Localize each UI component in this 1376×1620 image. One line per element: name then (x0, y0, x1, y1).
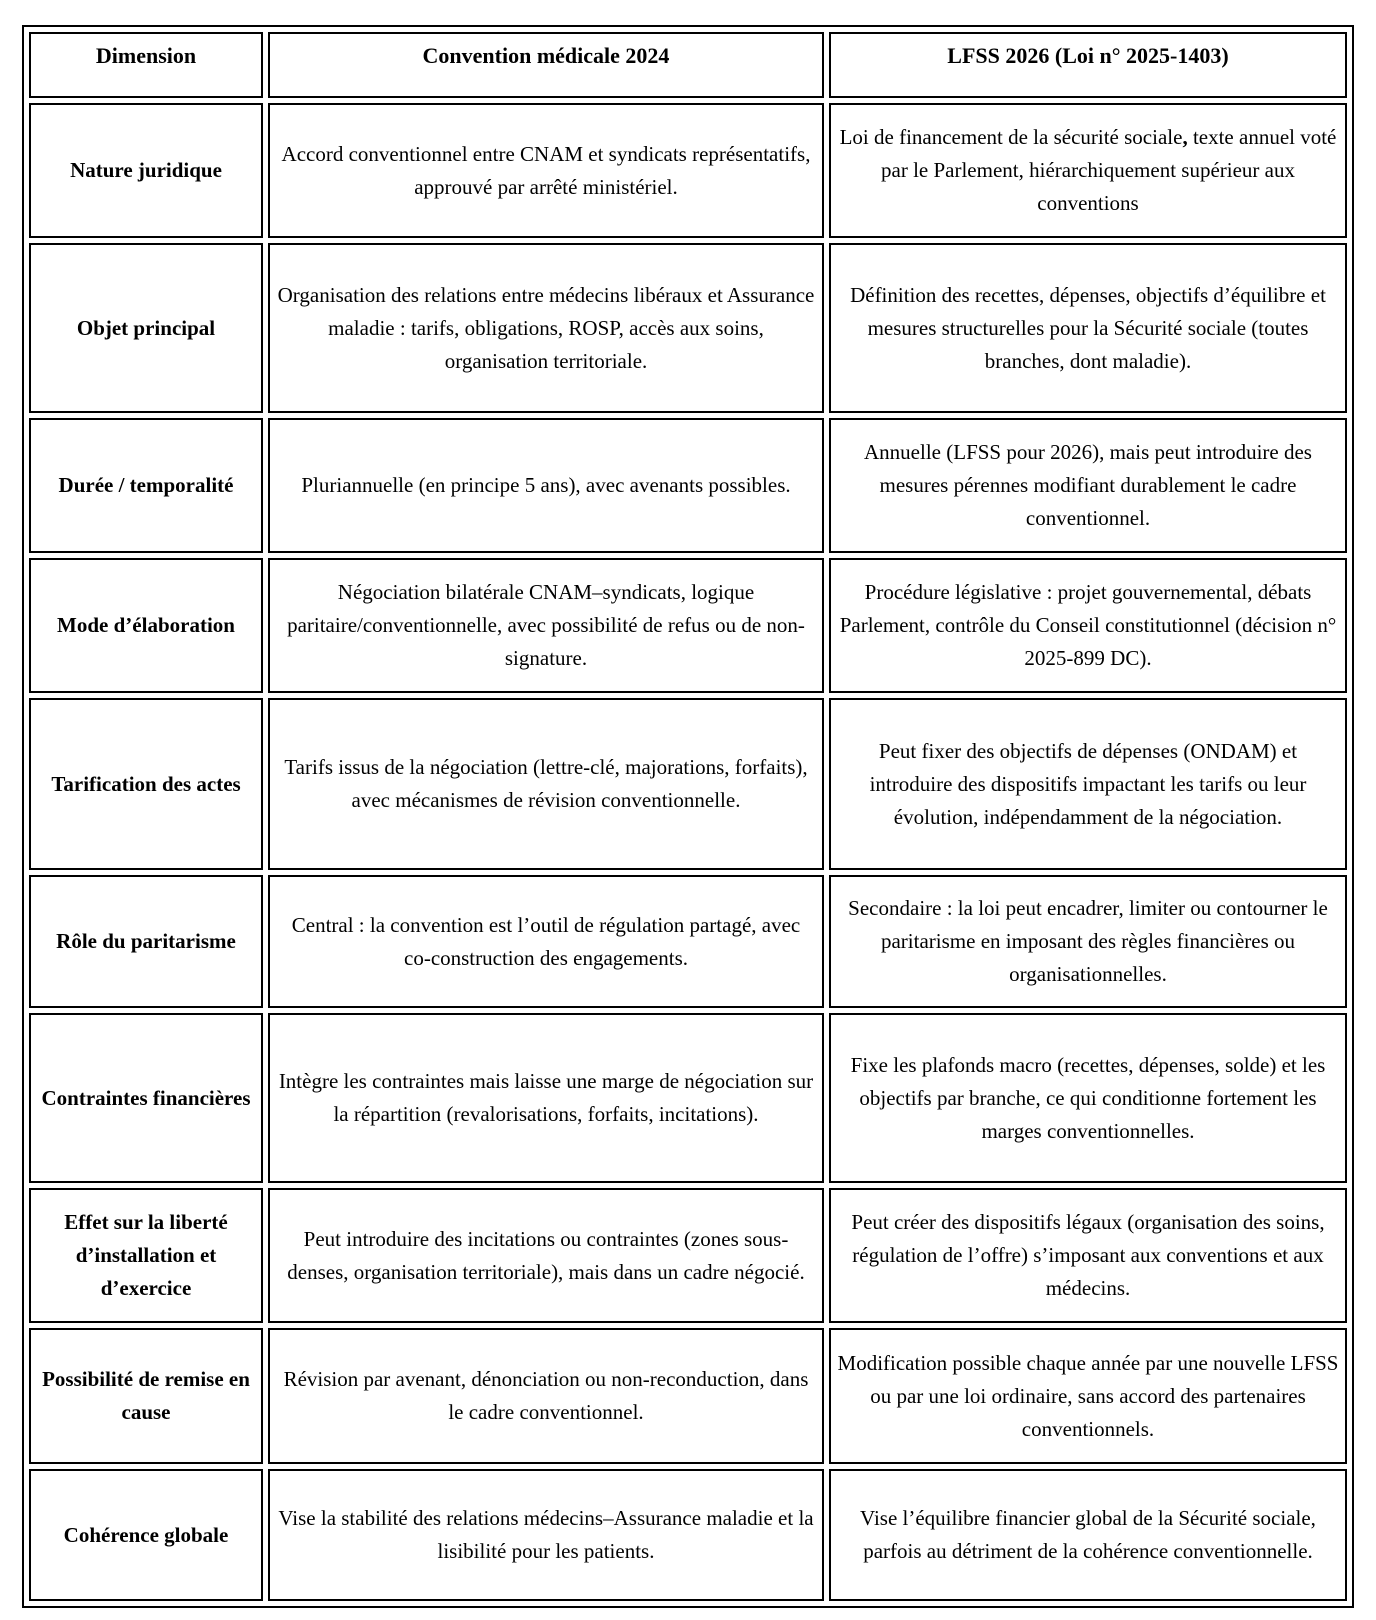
convention-cell: Central : la convention est l’outil de régulation partagé, avec co-construction des engagements. (268, 875, 824, 1008)
comparison-table (22, 25, 1354, 1608)
dimension-cell: Objet principal (29, 243, 263, 413)
convention-cell: Révision par avenant, dénonciation ou non-reconduction, dans le cadre conventionnel. (268, 1328, 824, 1464)
lfss-cell: Modification possible chaque année par une nouvelle LFSS ou par une loi ordinaire, sans accord des partenaires conventionnels. (829, 1328, 1347, 1464)
convention-cell: Tarifs issus de la négociation (lettre-clé, majorations, forfaits), avec mécanismes de révision conventionnelle. (268, 698, 824, 870)
convention-cell: Organisation des relations entre médecins libéraux et Assurance maladie : tarifs, obligations, ROSP, accès aux soins, organisation territoriale. (268, 243, 824, 413)
dimension-cell: Rôle du paritarisme (29, 875, 263, 1008)
column-header-convention-medicale-2024: Convention médicale 2024 (268, 32, 824, 98)
lfss-bold-comma: , (1182, 125, 1188, 149)
lfss-cell: Peut créer des dispositifs légaux (organisation des soins, régulation de l’offre) s’imposant aux conventions et aux médecins. (829, 1188, 1347, 1323)
column-header-lfss-2026: LFSS 2026 (Loi n° 2025-1403) (829, 32, 1347, 98)
lfss-cell: Fixe les plafonds macro (recettes, dépenses, solde) et les objectifs par branche, ce qui conditionne fortement les marges conventionnelles. (829, 1013, 1347, 1183)
table-row (29, 1469, 1347, 1601)
lfss-cell (829, 103, 1347, 238)
table-row (29, 1013, 1347, 1183)
convention-cell: Peut introduire des incitations ou contraintes (zones sous-denses, organisation territoriale), mais dans un cadre négocié. (268, 1188, 824, 1323)
table-row (29, 558, 1347, 693)
convention-cell: Vise la stabilité des relations médecins–Assurance maladie et la lisibilité pour les patients. (268, 1469, 824, 1601)
lfss-cell: Procédure législative : projet gouvernemental, débats Parlement, contrôle du Conseil constitutionnel (décision n° 2025-899 DC). (829, 558, 1347, 693)
dimension-cell: Nature juridique (29, 103, 263, 238)
convention-cell: Accord conventionnel entre CNAM et syndicats représentatifs, approuvé par arrêté ministériel. (268, 103, 824, 238)
dimension-cell: Cohérence globale (29, 1469, 263, 1601)
lfss-text-post: texte annuel voté par le Parlement, hiérarchiquement supérieur aux conventions (881, 125, 1337, 215)
header-row (29, 32, 1347, 98)
table-row (29, 698, 1347, 870)
lfss-cell: Secondaire : la loi peut encadrer, limiter ou contourner le paritarisme en imposant des règles financières ou organisationnelles. (829, 875, 1347, 1008)
dimension-cell: Tarification des actes (29, 698, 263, 870)
dimension-cell: Mode d’élaboration (29, 558, 263, 693)
dimension-cell: Durée / temporalité (29, 418, 263, 553)
convention-cell: Intègre les contraintes mais laisse une marge de négociation sur la répartition (revalorisations, forfaits, incitations). (268, 1013, 824, 1183)
table-row (29, 243, 1347, 413)
table-row (29, 1188, 1347, 1323)
dimension-cell: Possibilité de remise en cause (29, 1328, 263, 1464)
lfss-cell: Annuelle (LFSS pour 2026), mais peut introduire des mesures pérennes modifiant durablement le cadre conventionnel. (829, 418, 1347, 553)
dimension-cell: Contraintes financières (29, 1013, 263, 1183)
table-row (29, 418, 1347, 553)
table-row (29, 875, 1347, 1008)
lfss-cell: Définition des recettes, dépenses, objectifs d’équilibre et mesures structurelles pour la Sécurité sociale (toutes branches, dont maladie). (829, 243, 1347, 413)
convention-cell: Négociation bilatérale CNAM–syndicats, logique paritaire/conventionnelle, avec possibilité de refus ou de non-signature. (268, 558, 824, 693)
column-header-dimension: Dimension (29, 32, 263, 98)
lfss-cell: Vise l’équilibre financier global de la Sécurité sociale, parfois au détriment de la cohérence conventionnelle. (829, 1469, 1347, 1601)
table-row (29, 103, 1347, 238)
lfss-cell: Peut fixer des objectifs de dépenses (ONDAM) et introduire des dispositifs impactant les tarifs ou leur évolution, indépendamment de la négociation. (829, 698, 1347, 870)
table-row (29, 1328, 1347, 1464)
lfss-text-pre: Loi de financement de la sécurité sociale (839, 125, 1183, 149)
convention-cell: Pluriannuelle (en principe 5 ans), avec avenants possibles. (268, 418, 824, 553)
dimension-cell: Effet sur la liberté d’installation et d’exercice (29, 1188, 263, 1323)
